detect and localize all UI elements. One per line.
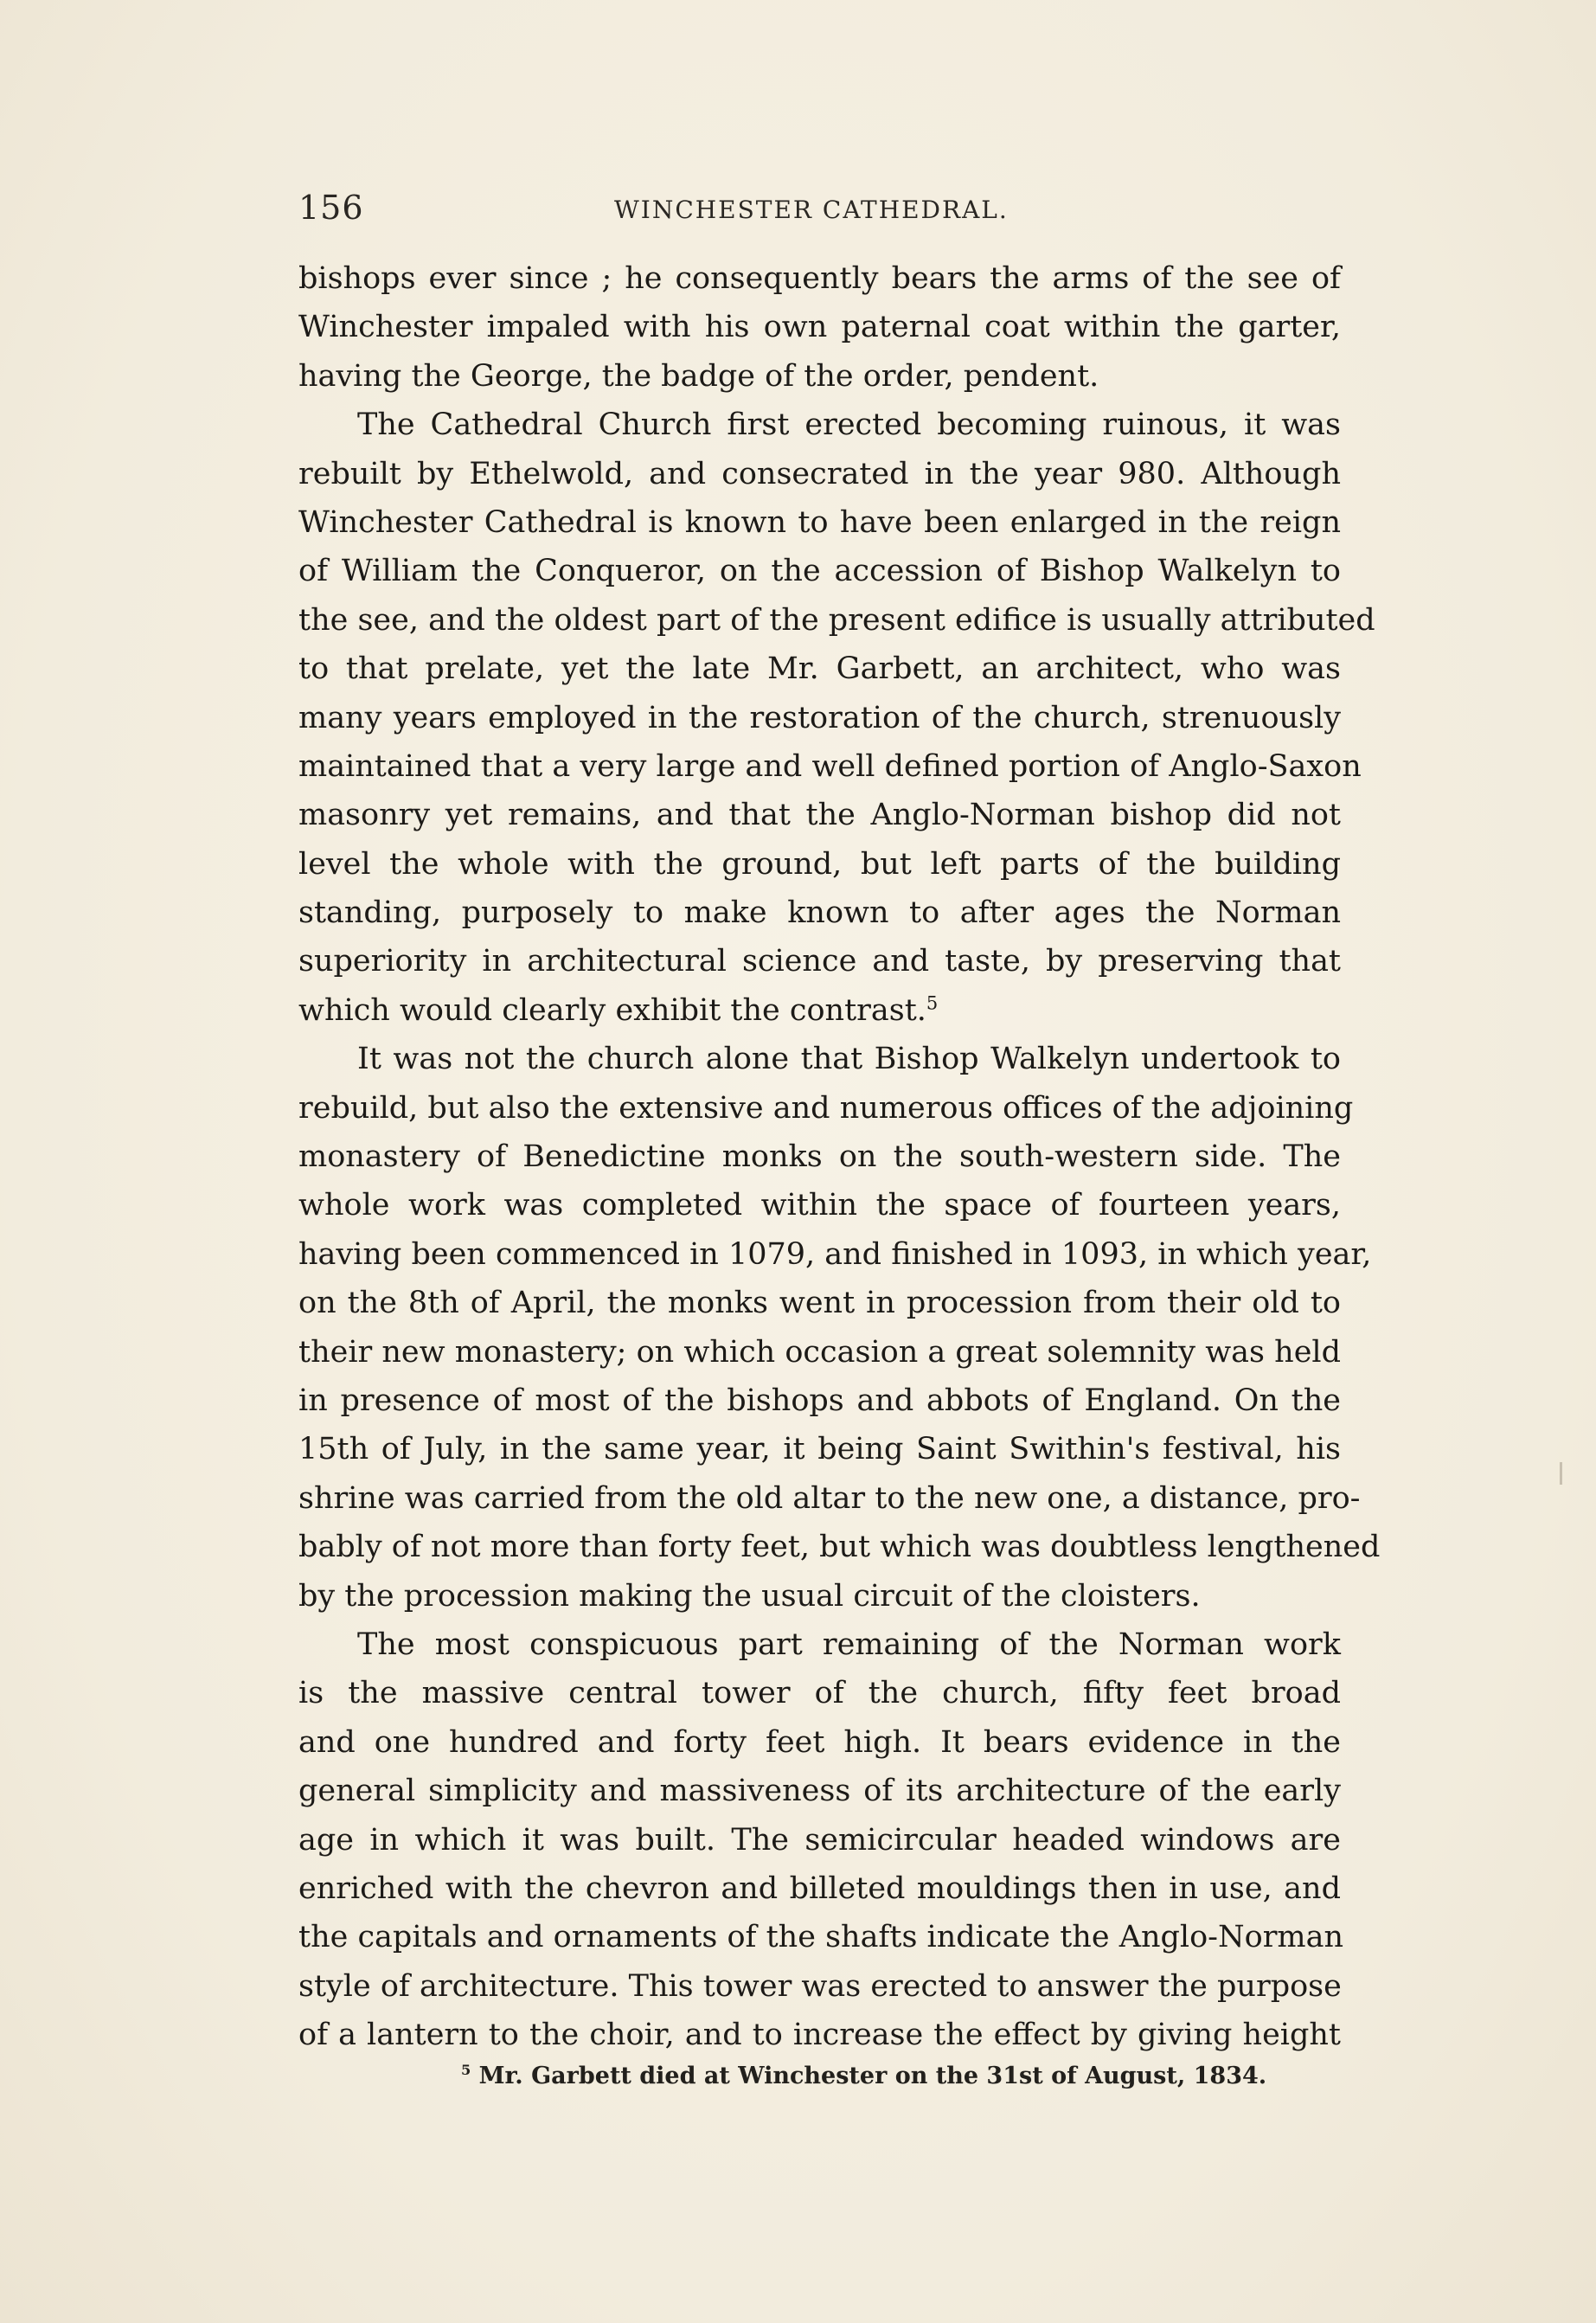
text-line: masonry yet remains, and that the Anglo-Norman bishop did not <box>298 798 1341 833</box>
footnote-ref: 5 <box>926 992 939 1014</box>
text-line: bably of not more than forty feet, but which was doubtless lengthened <box>298 1530 1381 1565</box>
text-line: maintained that a very large and well defined portion of Anglo-Saxon <box>298 748 1362 784</box>
text-line: style of architecture. This tower was erected to answer the purpose <box>298 1968 1342 2004</box>
text-line: having been commenced in 1079, and finished in 1093, in which year, <box>298 1236 1372 1272</box>
text-line: rebuild, but also the extensive and numerous offices of the adjoining <box>298 1090 1354 1126</box>
text-line: The most conspicuous part remaining of the Norman work <box>357 1627 1341 1662</box>
text-line: superiority in architectural science and taste, by preserving that <box>298 944 1341 979</box>
text-line: monastery of Benedictine monks on the south-western side. The <box>298 1139 1341 1175</box>
body-text <box>298 254 1381 2059</box>
text-line: bishops ever since ; he consequently bears the arms of the see of <box>298 261 1341 296</box>
text-line: the see, and the oldest part of the present edifice is usually attributed <box>298 602 1375 638</box>
text-line: of William the Conqueror, on the accession of Bishop Walkelyn to <box>298 554 1341 589</box>
text-line: enriched with the chevron and billeted mouldings then in use, and <box>298 1871 1341 1906</box>
text-line: standing, purposely to make known to after ages the Norman <box>298 895 1341 931</box>
text-line: on the 8th of April, the monks went in procession from their old to <box>298 1286 1341 1321</box>
paragraph <box>298 254 1341 401</box>
text-line: and one hundred and forty feet high. It bears evidence in the <box>298 1724 1341 1760</box>
text-line: by the procession making the usual circuit of the cloisters. <box>298 1578 1201 1614</box>
text-line: rebuilt by Ethelwold, and consecrated in the year 980. Although <box>298 456 1341 491</box>
footnote-text: Mr. Garbett died at Winchester on the 31st of August, 1834. <box>478 2063 1267 2089</box>
page-header <box>298 189 1349 241</box>
text-line: whole work was completed within the space of fourteen years, <box>298 1188 1341 1223</box>
text-line: age in which it was built. The semicircular headed windows are <box>298 1822 1341 1858</box>
text-line: in presence of most of the bishops and abbots of England. On the <box>298 1383 1341 1418</box>
paragraph <box>298 1035 1381 1620</box>
text-line: is the massive central tower of the church, fifty feet broad <box>298 1676 1341 1711</box>
text-line: of a lantern to the choir, and to increase the effect by giving height <box>298 2018 1341 2053</box>
text-line: Winchester impaled with his own paternal coat within the garter, <box>298 310 1341 345</box>
page-number: 156 <box>298 189 364 227</box>
footnote <box>461 2063 1266 2089</box>
text-line: their new monastery; on which occasion a great solemnity was held <box>298 1334 1341 1370</box>
text-line: to that prelate, yet the late Mr. Garbett, an architect, who was <box>298 651 1341 687</box>
text-line: general simplicity and massiveness of its architecture of the early <box>298 1774 1341 1809</box>
paragraph <box>298 401 1375 1035</box>
text-line: It was not the church alone that Bishop Walkelyn undertook to <box>357 1042 1341 1077</box>
text-line: 15th of July, in the same year, it being Saint Swithin's festival, his <box>298 1432 1341 1467</box>
text-line: shrine was carried from the old altar to the new one, a distance, pro- <box>298 1480 1361 1516</box>
text-line: The Cathedral Church first erected becoming ruinous, it was <box>357 407 1341 443</box>
text-line: having the George, the badge of the order, pendent. <box>298 358 1099 394</box>
text-line: the capitals and ornaments of the shafts indicate the Anglo-Norman <box>298 1920 1344 1955</box>
text-line: Winchester Cathedral is known to have been enlarged in the reign <box>298 504 1341 540</box>
text-line: many years employed in the restoration of the church, strenuously <box>298 700 1341 735</box>
paragraph <box>298 1620 1344 2060</box>
text-line: which would clearly exhibit the contrast.$^5$ <box>298 992 939 1028</box>
footnote-marker: 5 <box>461 2062 471 2078</box>
text-line: level the whole with the ground, but left parts of the building <box>298 846 1341 882</box>
margin-speck <box>1560 1462 1562 1485</box>
running-head: WINCHESTER CATHEDRAL. <box>614 196 1009 224</box>
